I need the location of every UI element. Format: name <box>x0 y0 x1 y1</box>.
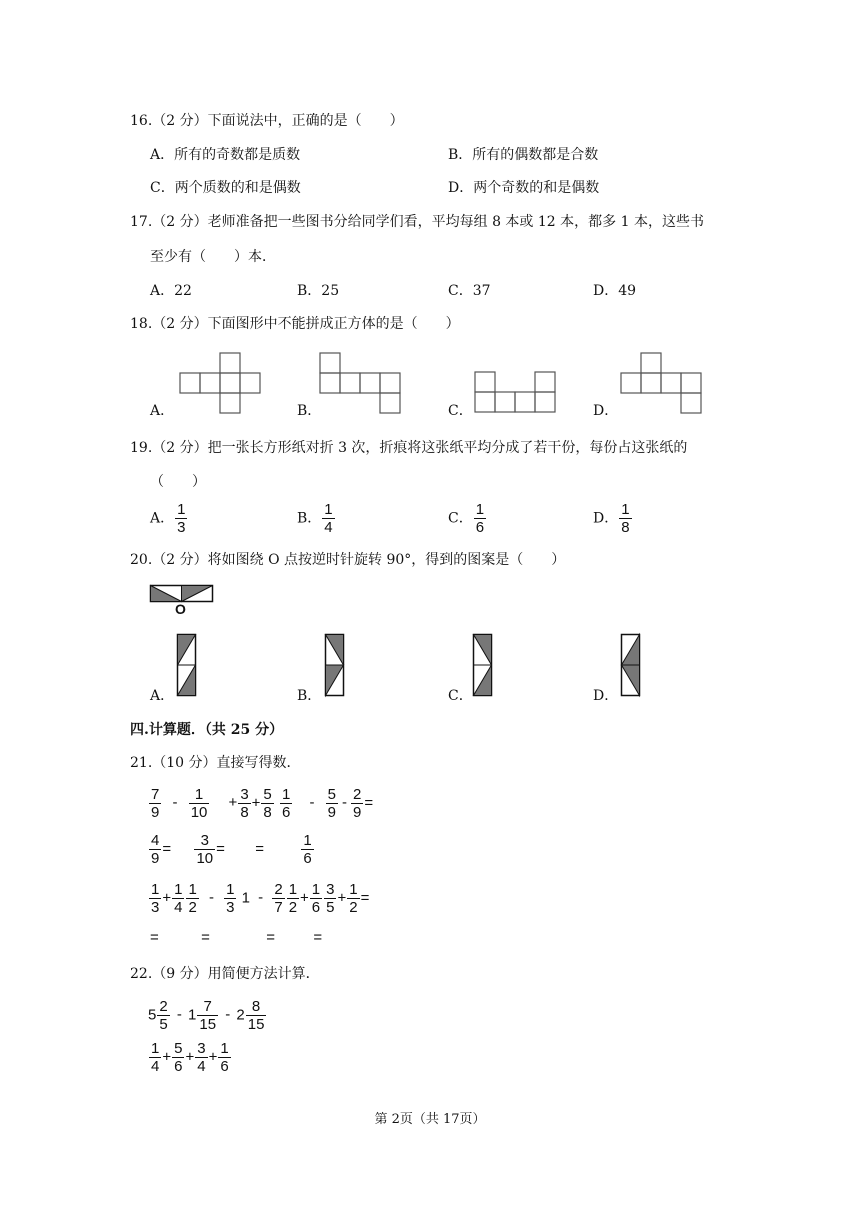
q19-option-b <box>297 501 336 536</box>
plus-sign: + <box>185 1048 195 1066</box>
q21-row-3 <box>148 881 369 916</box>
fraction: $\frac{4}{9}$ <box>151 832 160 867</box>
fraction: $\frac{1}{6}$ <box>311 881 321 916</box>
q21-row-4 <box>150 929 322 946</box>
fraction: $\frac{1}{2}$ <box>288 881 298 916</box>
q16-option-a: A．所有的奇数都是质数 <box>150 147 301 163</box>
equals-sign: = <box>150 929 159 946</box>
equals-sign: = <box>216 840 225 858</box>
q22-expression-1 <box>148 998 267 1033</box>
q19-option-c <box>448 501 487 536</box>
rotation-source-figure <box>150 585 213 602</box>
fraction: $\frac{1}{4}$ <box>324 501 333 536</box>
fraction: $\frac{5}{9}$ <box>327 786 336 821</box>
q22-stem: 22.（9 分）用简便方法计算． <box>130 966 320 982</box>
cube-net-c <box>475 372 555 412</box>
minus-sign: - <box>208 889 214 907</box>
equals-sign: = <box>364 794 374 812</box>
q16-stem: 16.（2 分）下面说法中，正确的是（ ） <box>130 113 404 129</box>
fraction: $\frac{1}{3}$ <box>151 881 160 916</box>
equals-sign: = <box>162 840 172 858</box>
q19-option-d <box>593 501 633 536</box>
q19-stem-line1: 19.（2 分）把一张长方形纸对折 3 次，折痕将这张纸平均分成了若干份，每份占这张纸的 <box>130 440 688 456</box>
q17-stem-line2: 至少有（ ）本． <box>150 249 276 265</box>
equals-sign: = <box>313 929 323 946</box>
q18-label-b: B． <box>297 403 322 419</box>
fraction: $\frac{3}{5}$ <box>326 881 335 916</box>
minus-sign: - <box>341 794 347 812</box>
q19-stem-line2: （ ） <box>150 474 206 490</box>
q21-stem: 21.（10 分）直接写得数． <box>130 755 301 771</box>
fraction: $\frac{1}{10}$ <box>190 786 208 821</box>
fraction: $\frac{1}{6}$ <box>303 832 312 867</box>
q18-label-a: A． <box>150 403 175 419</box>
q20-label-a: A． <box>150 688 175 704</box>
fraction: $\frac{1}{3}$ <box>226 881 235 916</box>
fraction: $\frac{1}{4}$ <box>151 1040 160 1075</box>
q19-label-a: A． <box>150 510 175 527</box>
minus-sign: - <box>172 794 178 812</box>
fraction: $\frac{1}{3}$ <box>177 501 186 536</box>
q19-label-d: D． <box>593 510 619 527</box>
q20-label-d: D． <box>593 688 619 704</box>
minus-sign: - <box>176 1006 182 1024</box>
plus-sign: + <box>251 794 261 812</box>
q18-label-d: D． <box>593 403 619 419</box>
q18-label-c: C． <box>448 403 473 419</box>
fraction: $\frac{1}{6}$ <box>281 786 291 821</box>
plus-sign: + <box>337 889 347 907</box>
equals-sign: = <box>360 889 370 907</box>
q19-option-a <box>150 501 188 536</box>
q21-row-1 <box>148 786 373 821</box>
section-4-title: 四.计算题．（共 25 分） <box>130 722 284 738</box>
rotation-option-b-figure <box>325 634 344 696</box>
q16-option-d: D．两个奇数的和是偶数 <box>448 180 600 196</box>
cube-net-d <box>621 353 701 413</box>
plus-sign: + <box>228 794 238 812</box>
q18-stem: 18.（2 分）下面图形中不能拼成正方体的是（ ） <box>130 316 460 332</box>
plus-sign: + <box>162 1048 172 1066</box>
q20-stem: 20.（2 分）将如图绕 O 点按逆时针旋转 90°，得到的图案是（ ） <box>130 552 566 568</box>
fraction: $\frac{5}{6}$ <box>174 1040 183 1075</box>
q17-option-c: C．37 <box>448 283 491 299</box>
fraction: $\frac{1}{2}$ <box>188 881 197 916</box>
q20-label-b: B． <box>297 688 322 704</box>
q17-stem-line1: 17.（2 分）老师准备把一些图书分给同学们看，平均每组 8 本或 12 本，都多 1 本，这些书 <box>130 214 704 230</box>
fraction: $\frac{2}{9}$ <box>352 786 362 821</box>
q22-expression-2 <box>148 1040 232 1075</box>
fraction: $\frac{5}{8}$ <box>263 786 272 821</box>
whole-number: 1 <box>188 1006 197 1024</box>
fraction: $\frac{3}{10}$ <box>196 832 214 867</box>
fraction: $\frac{2}{7}$ <box>274 881 283 916</box>
q21-row-2 <box>148 832 315 867</box>
fraction: $\frac{7}{15}$ <box>199 998 217 1033</box>
rotation-option-a-figure <box>177 634 196 696</box>
q17-option-d: D．49 <box>593 283 637 299</box>
whole-number: 5 <box>148 1006 157 1024</box>
cube-net-b <box>320 353 400 413</box>
page-footer: 第 2页（共 17页） <box>374 1112 486 1127</box>
fraction: $\frac{1}{4}$ <box>174 881 183 916</box>
minus-sign: - <box>309 794 315 812</box>
q16-option-b: B．所有的偶数都是合数 <box>448 147 599 163</box>
fraction: $\frac{3}{8}$ <box>240 786 249 821</box>
rotation-option-d-figure <box>621 634 640 696</box>
fraction: $\frac{7}{9}$ <box>151 786 160 821</box>
fraction: $\frac{1}{2}$ <box>349 881 358 916</box>
cube-net-a <box>180 353 260 413</box>
whole-number-one: 1 <box>241 889 250 907</box>
q17-option-b: B．25 <box>297 283 340 299</box>
equals-sign: = <box>201 929 210 946</box>
q20-label-c: C． <box>448 688 473 704</box>
plus-sign: + <box>300 889 309 907</box>
rotation-center-label: O <box>175 601 186 617</box>
plus-sign: + <box>208 1048 218 1066</box>
equals-sign: = <box>266 929 275 946</box>
q16-option-c: C．两个质数的和是偶数 <box>150 180 301 196</box>
fraction: $\frac{1}{6}$ <box>475 501 485 536</box>
q19-label-c: C． <box>448 510 473 527</box>
fraction: $\frac{1}{8}$ <box>621 501 630 536</box>
minus-sign: - <box>258 889 264 907</box>
q19-label-b: B． <box>297 510 322 527</box>
rotation-option-c-figure <box>473 634 492 696</box>
fraction: $\frac{1}{6}$ <box>220 1040 229 1075</box>
equals-sign: = <box>255 840 265 858</box>
fraction: $\frac{8}{15}$ <box>247 998 265 1033</box>
whole-number: 2 <box>236 1006 245 1024</box>
fraction: $\frac{3}{4}$ <box>197 1040 206 1075</box>
fraction: $\frac{2}{5}$ <box>159 998 168 1033</box>
plus-sign: + <box>162 889 172 907</box>
minus-sign: - <box>225 1006 231 1024</box>
q17-option-a: A．22 <box>150 283 192 299</box>
